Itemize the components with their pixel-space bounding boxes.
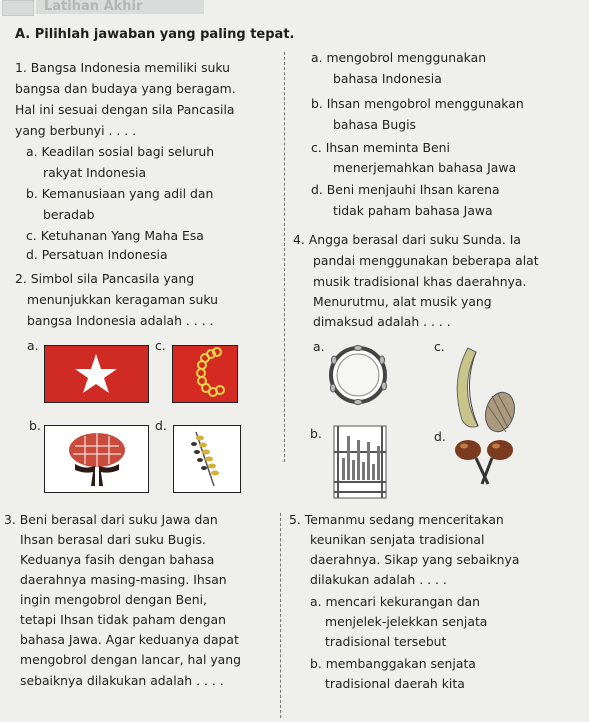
q3-line: daerahnya masing-masing. Ihsan (20, 572, 227, 587)
q3-line: 3. Beni berasal dari suku Jawa dan (4, 512, 218, 527)
q1-option-c[interactable]: c. Ketuhanan Yang Maha Esa (26, 228, 204, 243)
q1-option-b-cont: beradab (43, 207, 95, 222)
q5-option-b[interactable]: b. membanggakan senjata (310, 656, 476, 671)
q5-option-b-cont: tradisional daerah kita (325, 676, 465, 691)
q4-option-a-image[interactable] (326, 344, 390, 406)
q2-option-a-image[interactable] (44, 345, 149, 403)
q1-option-b[interactable]: b. Kemanusiaan yang adil dan (26, 186, 214, 201)
q4-label-a[interactable]: a. (313, 339, 325, 354)
q5-option-a-cont: menjelek-jelekkan senjata (325, 614, 488, 629)
angklung-icon (330, 422, 390, 502)
q1-option-d[interactable]: d. Persatuan Indonesia (26, 247, 168, 262)
q3-line: Ihsan berasal dari suku Bugis. (20, 532, 206, 547)
q3-line: Keduanya fasih dengan bahasa (20, 552, 215, 567)
chain-icon (173, 346, 237, 402)
q3-line: sebaiknya dilakukan adalah . . . . (20, 673, 224, 688)
book-icon (2, 0, 34, 16)
q2-label-b[interactable]: b. (29, 418, 41, 433)
q5-line: dilakukan adalah . . . . (310, 572, 447, 587)
q1-option-a[interactable]: a. Keadilan sosial bagi seluruh (26, 144, 215, 159)
q4-line: 4. Angga berasal dari suku Sunda. Ia (293, 232, 521, 247)
q3-option-a[interactable]: a. mengobrol menggunakan (311, 50, 487, 65)
q2-line: 2. Simbol sila Pancasila yang (15, 271, 195, 286)
q3-line: ingin mengobrol dengan Beni, (20, 592, 207, 607)
q1-line: yang berbunyi . . . . (15, 123, 137, 138)
sasando-icon (448, 340, 518, 435)
q5-option-a[interactable]: a. mencari kekurangan dan (310, 594, 481, 609)
tambourine-icon (326, 344, 390, 406)
q4-line: musik tradisional khas daerahnya. (313, 274, 527, 289)
q1-line: Hal ini sesuai dengan sila Pancasila (15, 102, 235, 117)
q4-option-d-image[interactable] (450, 432, 518, 492)
q4-label-c[interactable]: c. (434, 339, 445, 354)
q2-option-d-image[interactable] (173, 425, 241, 493)
q4-line: dimaksud adalah . . . . (313, 314, 451, 329)
q3-line: mengobrol dengan lancar, hal yang (20, 652, 241, 667)
q4-option-c-image[interactable] (448, 340, 518, 435)
q3-option-b[interactable]: b. Ihsan mengobrol menggunakan (311, 96, 524, 111)
page-heading: Latihan Akhir (36, 0, 204, 14)
q4-line: pandai menggunakan beberapa alat (313, 253, 539, 268)
banyan-tree-icon (45, 426, 148, 492)
q3-line: bahasa Jawa. Agar keduanya dapat (20, 632, 239, 647)
q4-line: Menurutmu, alat musik yang (313, 294, 492, 309)
q1-line: 1. Bangsa Indonesia memiliki suku (15, 60, 231, 75)
column-divider (284, 52, 285, 462)
q5-line: daerahnya. Sikap yang sebaiknya (310, 552, 520, 567)
q4-label-b[interactable]: b. (310, 426, 322, 441)
q5-line: keunikan senjata tradisional (310, 532, 485, 547)
q3-line: tetapi Ihsan tidak paham dengan (20, 612, 226, 627)
q1-option-a-cont: rakyat Indonesia (43, 165, 147, 180)
section-title: A. Pilihlah jawaban yang paling tepat. (15, 27, 295, 42)
q2-option-b-image[interactable] (44, 425, 149, 493)
q3-option-d-cont: tidak paham bahasa Jawa (333, 203, 493, 218)
q2-line: bangsa Indonesia adalah . . . . (27, 313, 214, 328)
q2-label-a[interactable]: a. (27, 338, 39, 353)
q1-line: bangsa dan budaya yang beragam. (15, 81, 236, 96)
q2-option-c-image[interactable] (172, 345, 238, 403)
q3-option-c-cont: menerjemahkan bahasa Jawa (333, 160, 517, 175)
maracas-icon (450, 432, 518, 492)
q5-option-a-cont: tradisional tersebut (325, 634, 447, 649)
q4-label-d[interactable]: d. (434, 429, 446, 444)
top-bar (0, 0, 589, 18)
q4-option-b-image[interactable] (330, 422, 390, 502)
q2-label-c[interactable]: c. (155, 338, 166, 353)
q3-option-a-cont: bahasa Indonesia (333, 71, 442, 86)
q2-line: menunjukkan keragaman suku (27, 292, 218, 307)
rice-cotton-icon (174, 426, 240, 492)
q3-option-d[interactable]: d. Beni menjauhi Ihsan karena (311, 182, 500, 197)
q3-option-b-cont: bahasa Bugis (333, 117, 417, 132)
q3-option-c[interactable]: c. Ihsan meminta Beni (311, 140, 450, 155)
column-divider-lower (280, 513, 281, 718)
star-icon (45, 346, 148, 402)
q2-label-d[interactable]: d. (155, 418, 167, 433)
q5-line: 5. Temanmu sedang menceritakan (289, 512, 504, 527)
